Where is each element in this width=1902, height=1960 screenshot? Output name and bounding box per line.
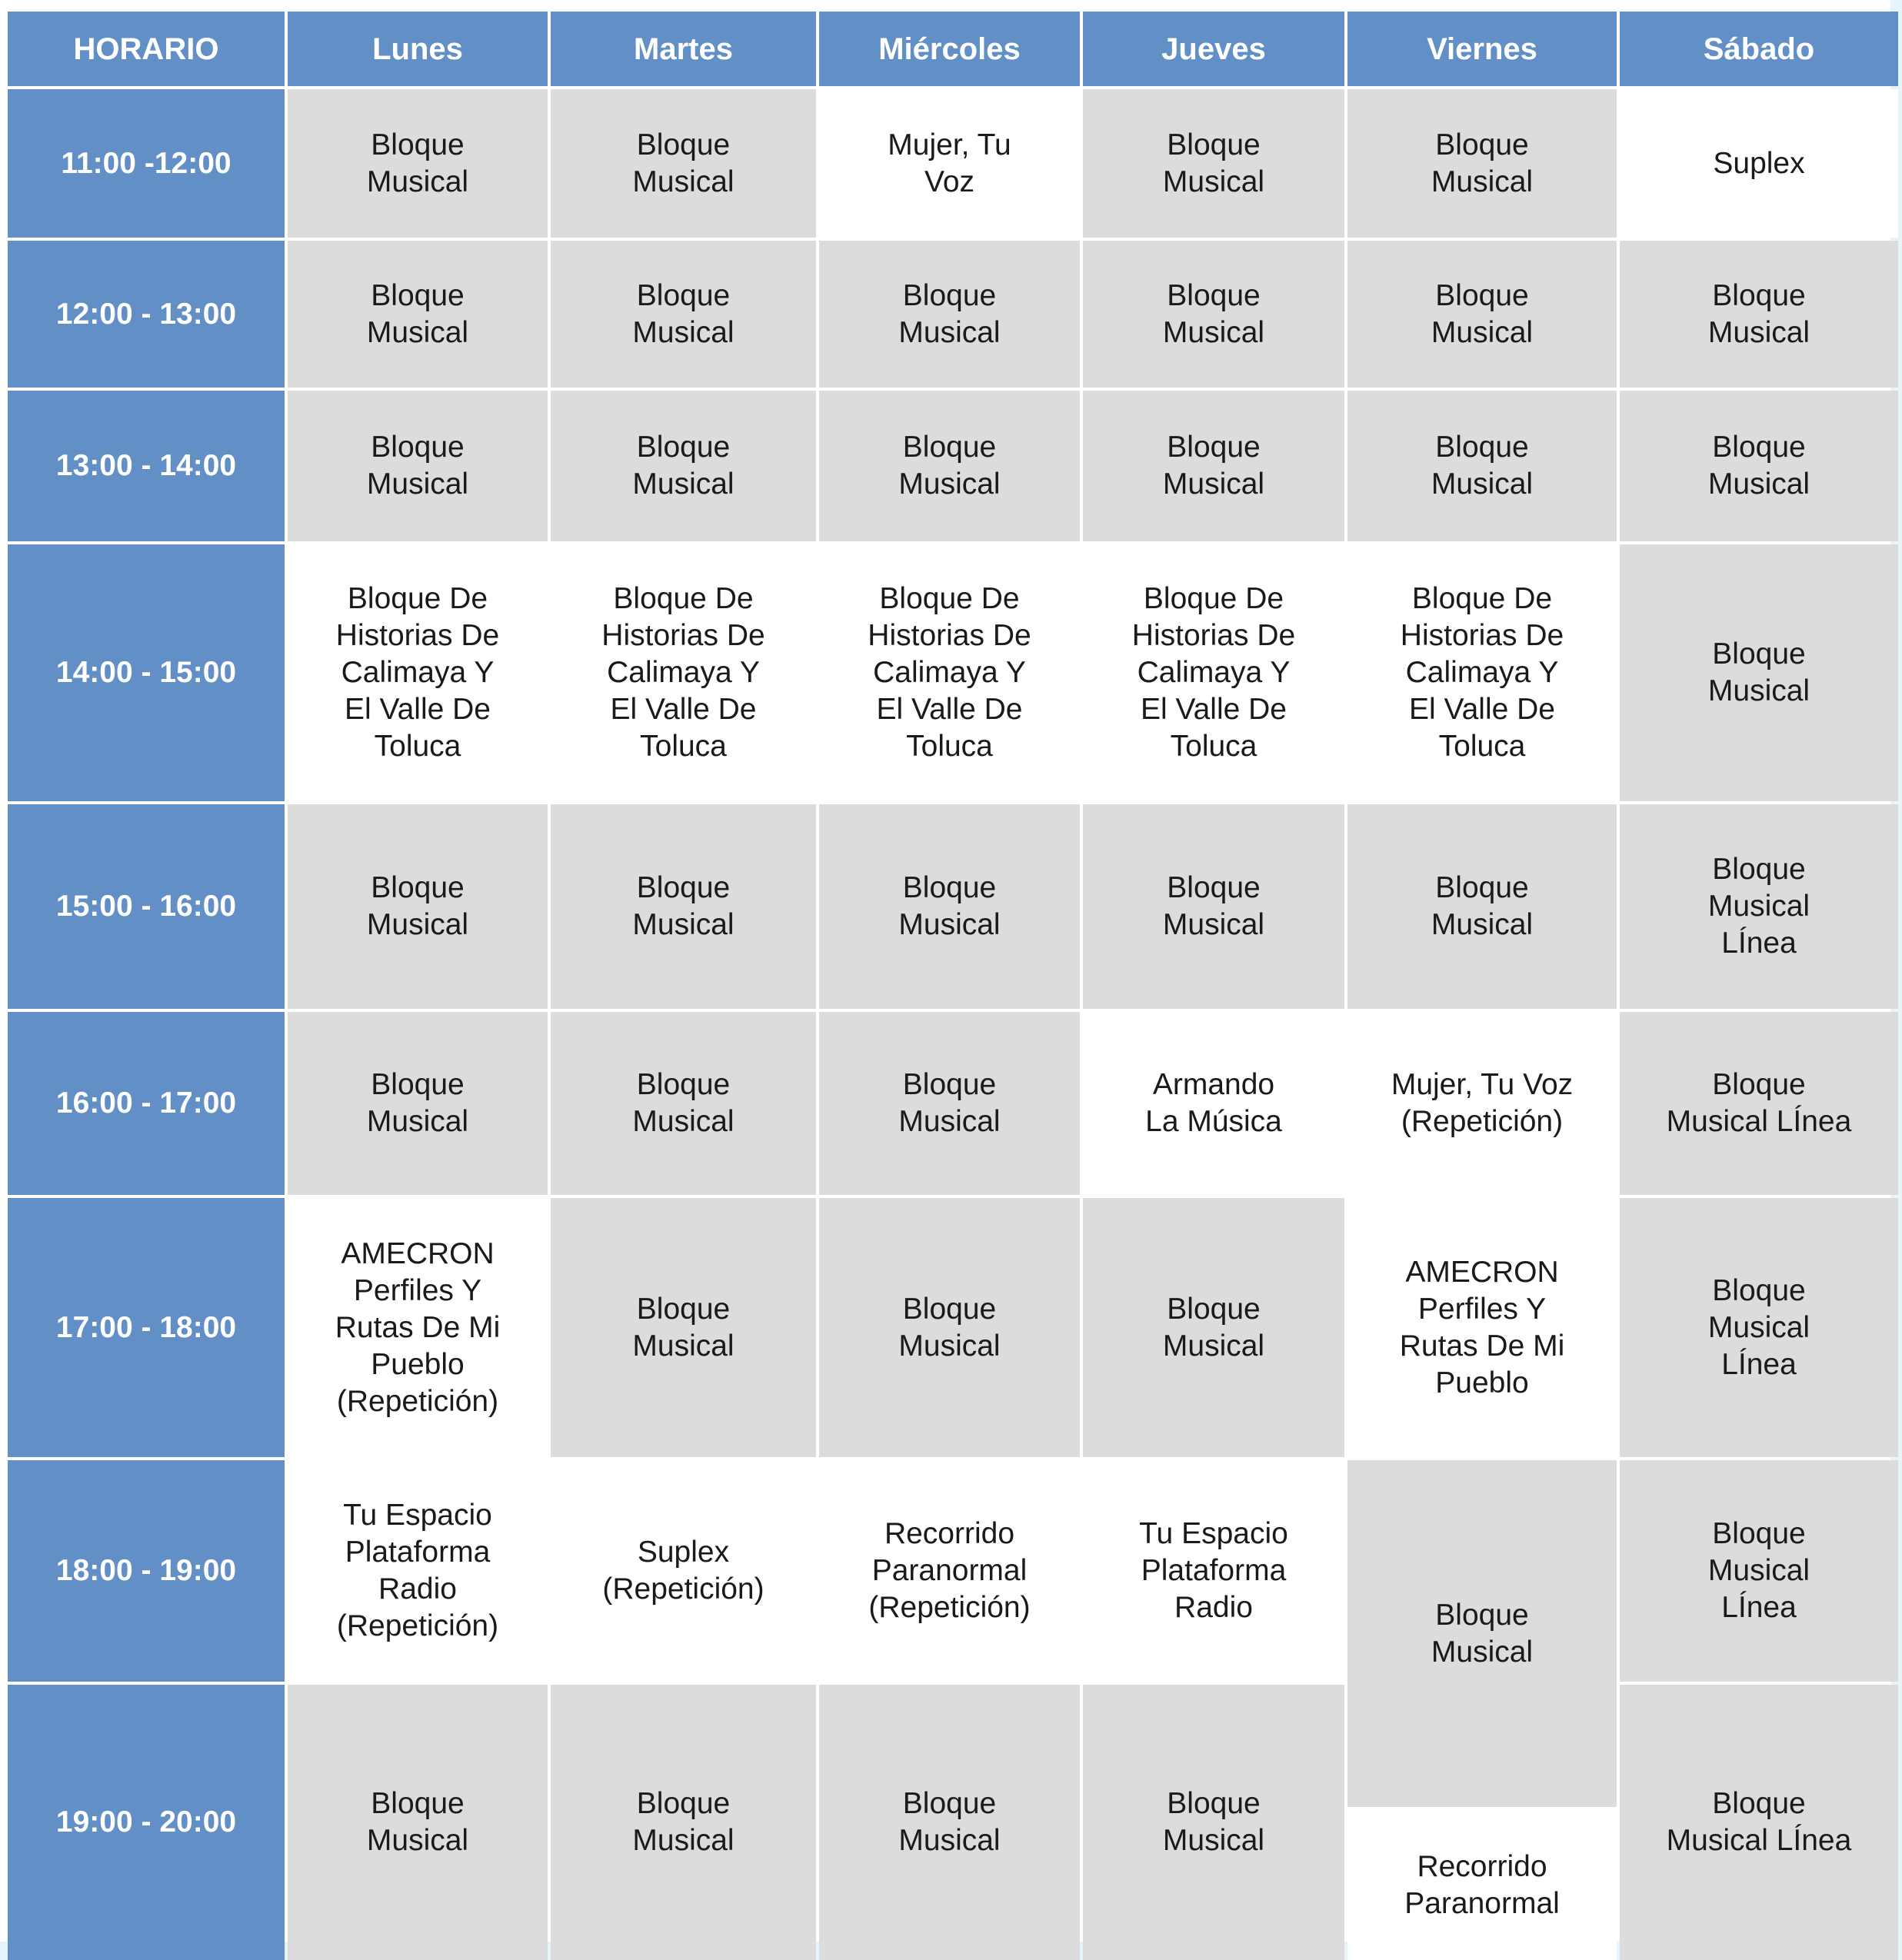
program-cell: Bloque Musical xyxy=(819,1685,1080,1960)
program-cell: Bloque Musical xyxy=(1083,241,1344,388)
time-slot: 16:00 - 17:00 xyxy=(8,1012,285,1195)
program-cell: Bloque Musical xyxy=(1620,241,1898,388)
program-cell: Bloque Musical xyxy=(288,391,548,541)
time-slot: 19:00 - 20:00 xyxy=(8,1685,285,1960)
program-cell: Bloque Musical xyxy=(819,804,1080,1009)
program-cell: Bloque Musical xyxy=(819,391,1080,541)
program-cell: Suplex (Repetición) xyxy=(551,1460,816,1682)
program-cell: Bloque Musical xyxy=(288,241,548,388)
header-day: Miércoles xyxy=(819,12,1080,86)
program-cell: Bloque Musical LÍnea xyxy=(1620,1685,1898,1960)
program-cell: Suplex xyxy=(1620,89,1898,238)
time-slot: 13:00 - 14:00 xyxy=(8,391,285,541)
program-cell: Bloque Musical xyxy=(288,1012,548,1195)
program-cell: Bloque Musical xyxy=(1083,1198,1344,1457)
program-cell: Armando La Música xyxy=(1083,1012,1344,1195)
program-cell: Bloque Musical LÍnea xyxy=(1620,1012,1898,1195)
program-cell: Bloque Musical xyxy=(551,1198,816,1457)
program-cell: Tu Espacio Plataforma Radio xyxy=(1083,1460,1344,1682)
program-cell: Mujer, Tu Voz (Repetición) xyxy=(1347,1012,1617,1195)
program-cell: Bloque Musical xyxy=(1347,89,1617,238)
program-cell: Recorrido Paranormal (Repetición) xyxy=(819,1460,1080,1682)
program-cell: Mujer, Tu Voz xyxy=(819,89,1080,238)
program-cell: Bloque De Historias De Calimaya Y El Valle De Toluca xyxy=(1083,544,1344,801)
time-slot: 14:00 - 15:00 xyxy=(8,544,285,801)
program-cell: Bloque Musical xyxy=(1620,391,1898,541)
program-cell: Bloque Musical LÍnea xyxy=(1620,1198,1898,1457)
header-horario: HORARIO xyxy=(8,12,285,86)
program-cell: Bloque Musical xyxy=(551,804,816,1009)
program-cell: AMECRON Perfiles Y Rutas De Mi Pueblo (Repetición) xyxy=(288,1198,548,1457)
program-cell: Bloque Musical xyxy=(1083,391,1344,541)
program-cell: Bloque Musical xyxy=(551,1685,816,1960)
program-cell: Bloque Musical xyxy=(551,241,816,388)
program-cell: Bloque Musical xyxy=(551,391,816,541)
program-cell: Bloque De Historias De Calimaya Y El Valle De Toluca xyxy=(819,544,1080,801)
program-cell: Bloque Musical xyxy=(288,89,548,238)
program-cell: Bloque Musical xyxy=(1347,241,1617,388)
schedule-table xyxy=(8,12,1880,1929)
program-cell: Bloque Musical xyxy=(1083,804,1344,1009)
program-cell: Bloque Musical xyxy=(1347,804,1617,1009)
program-cell: Bloque Musical xyxy=(819,1012,1080,1195)
program-cell: Bloque Musical xyxy=(1083,1685,1344,1960)
program-cell: Bloque Musical LÍnea xyxy=(1620,1460,1898,1682)
program-cell: Bloque Musical xyxy=(551,89,816,238)
program-cell: Recorrido Paranormal xyxy=(1347,1810,1617,1960)
program-cell: Bloque Musical xyxy=(288,804,548,1009)
program-cell: Bloque Musical xyxy=(819,241,1080,388)
program-cell: AMECRON Perfiles Y Rutas De Mi Pueblo xyxy=(1347,1198,1617,1457)
time-slot: 17:00 - 18:00 xyxy=(8,1198,285,1457)
header-day: Martes xyxy=(551,12,816,86)
time-slot: 15:00 - 16:00 xyxy=(8,804,285,1009)
program-cell: Bloque Musical xyxy=(288,1685,548,1960)
program-cell: Bloque Musical LÍnea xyxy=(1620,804,1898,1009)
program-cell: Bloque Musical xyxy=(551,1012,816,1195)
program-cell: Bloque De Historias De Calimaya Y El Valle De Toluca xyxy=(1347,544,1617,801)
program-cell: Bloque De Historias De Calimaya Y El Valle De Toluca xyxy=(551,544,816,801)
header-day: Jueves xyxy=(1083,12,1344,86)
header-day: Lunes xyxy=(288,12,548,86)
program-cell: Bloque Musical xyxy=(1347,391,1617,541)
time-slot: 18:00 - 19:00 xyxy=(8,1460,285,1682)
program-cell: Bloque Musical xyxy=(1620,544,1898,801)
program-cell: Bloque Musical xyxy=(1083,89,1344,238)
program-cell: Bloque De Historias De Calimaya Y El Valle De Toluca xyxy=(288,544,548,801)
program-cell: Bloque Musical xyxy=(819,1198,1080,1457)
program-cell: Tu Espacio Plataforma Radio (Repetición) xyxy=(288,1460,548,1682)
header-day: Sábado xyxy=(1620,12,1898,86)
time-slot: 12:00 - 13:00 xyxy=(8,241,285,388)
program-cell: Bloque Musical xyxy=(1347,1460,1617,1807)
time-slot: 11:00 -12:00 xyxy=(8,89,285,238)
header-day: Viernes xyxy=(1347,12,1617,86)
